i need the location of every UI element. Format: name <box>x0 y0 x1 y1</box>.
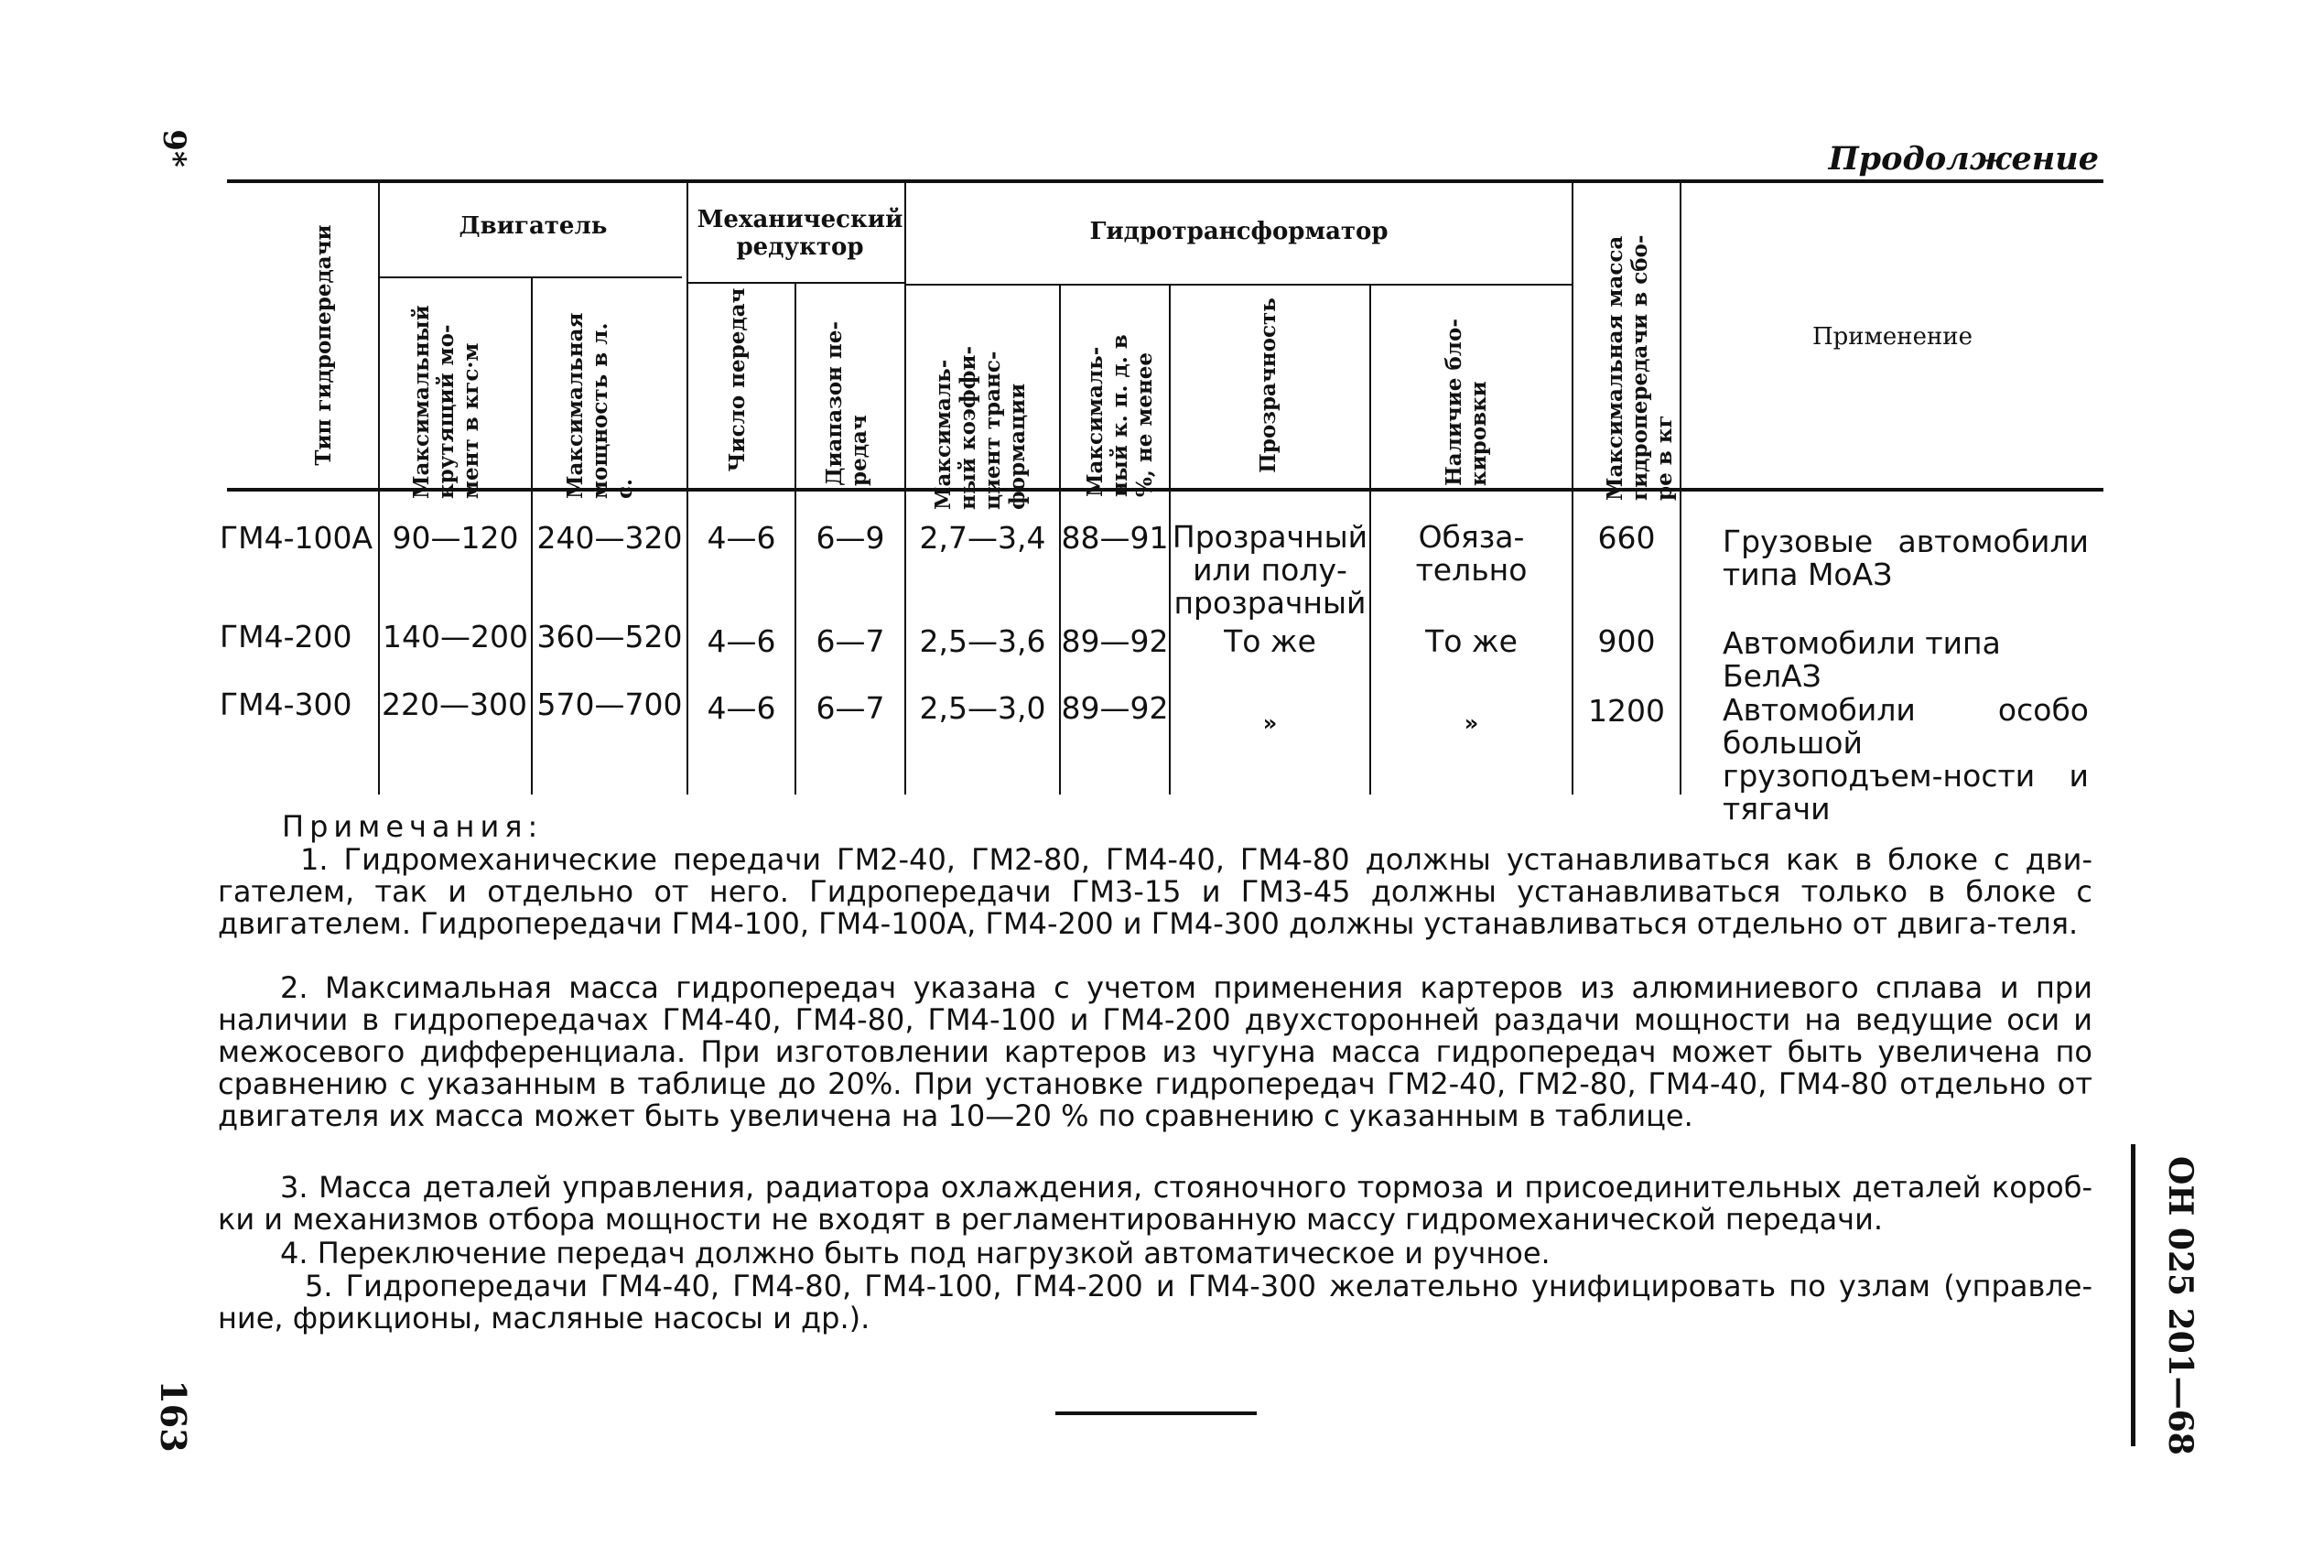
header-application: Применение <box>1811 323 1973 351</box>
table-cell-range: 6—9 <box>816 520 885 556</box>
continuation-label: Продолжение <box>1828 140 2099 178</box>
standard-code: ОН 025 201—68 <box>2161 1156 2200 1455</box>
table-cell-power: 240—320 <box>536 520 683 556</box>
table-cell-mass: 900 <box>1597 623 1656 659</box>
table-cell-gears: 4—6 <box>707 520 776 556</box>
note-item: 4. Переключение передач должно быть под нагрузкой автоматическое и ручное. <box>280 1236 1551 1271</box>
header-gear-range: Диапазон пе-редач <box>822 320 871 486</box>
header-engine-torque: Максимальный крутящий мо-мент в кгс·м <box>409 305 483 499</box>
table-cell-torque: 90—120 <box>392 520 519 556</box>
table-cell-torque: 140—200 <box>383 619 528 654</box>
end-rule <box>1055 1411 1257 1415</box>
table-cell-eff: 89—92 <box>1061 623 1169 659</box>
table-cell-range: 6—7 <box>816 690 885 726</box>
table-cell-application: Грузовые автомобили типа МоАЗ <box>1723 524 2089 592</box>
table-cell-eff: 88—91 <box>1061 520 1169 556</box>
page-number: 163 <box>153 1379 194 1453</box>
table-cell-power: 570—700 <box>536 687 683 722</box>
note-item: 1. Гидромеханические передачи ГМ2-40, ГМ2-80, ГМ4-40, ГМ4-80 должны устанавливаться как в блоке с дви-гателем, так и отдельно от него. Гидропередачи ГМ3-15 и ГМ3-45 должны устанавливаться только в блоке с двигателем. Гидропередачи ГМ4-100, ГМ4-100А, ГМ4-200 и ГМ4-300 должны устанавливаться отдельно от двига-теля. <box>218 842 2092 941</box>
table-cell-lockup: Обяза-тельно <box>1415 519 1528 588</box>
header-converter: Гидротрансформатор <box>1089 218 1389 245</box>
table-cell-mass: 1200 <box>1588 693 1665 729</box>
header-transparency: Прозрачность <box>1256 297 1281 473</box>
table-cell-lockup: То же <box>1425 623 1518 659</box>
header-engine-power: Максимальная мощность в л. с. <box>563 312 637 499</box>
header-reducer: Механический редуктор <box>697 206 903 261</box>
table-cell-type: ГМ4-300 <box>220 687 352 722</box>
notes-title: Примечания: <box>282 809 544 844</box>
page-marker: 9* <box>156 129 192 168</box>
table-cell-eff: 89—92 <box>1061 690 1169 726</box>
converter-subrule <box>906 284 1572 286</box>
table-cell-transparency: » <box>1262 710 1278 736</box>
header-type: Тип гидропередачи <box>311 224 336 466</box>
table-cell-coef: 2,7—3,4 <box>919 520 1046 556</box>
table-cell-lockup: » <box>1464 710 1479 736</box>
table-header-bottom-rule <box>227 488 2103 492</box>
header-engine: Двигатель <box>459 212 608 240</box>
table-cell-type: ГМ4-200 <box>220 619 352 654</box>
header-max-coef: Максималь-ный коэффи-циент транс-формации <box>931 345 1030 510</box>
table-cell-power: 360—520 <box>536 619 683 654</box>
table-cell-coef: 2,5—3,6 <box>919 623 1046 659</box>
table-cell-torque: 220—300 <box>382 687 527 722</box>
note-item: 3. Масса деталей управления, радиатора охлаждения, стояночного тормоза и присоединительных деталей короб-ки и механизмов отбора мощности не входят в регламентированную массу гидромеханической передачи. <box>218 1170 2092 1237</box>
table-cell-mass: 660 <box>1597 520 1656 556</box>
header-mass: Максимальная масса гидропередачи в сбо-ре в кг <box>1603 234 1677 501</box>
standard-code-rule <box>2131 1144 2135 1446</box>
table-cell-gears: 4—6 <box>707 623 776 659</box>
reducer-subrule <box>688 282 906 284</box>
table-cell-application: Автомобили типа БелАЗ <box>1723 625 2001 694</box>
note-item: 5. Гидропередачи ГМ4-40, ГМ4-80, ГМ4-100, ГМ4-200 и ГМ4-300 желательно унифицировать по узлам (управле-ние, фрикционы, масляные насосы и др.). <box>218 1269 2092 1336</box>
table-cell-range: 6—7 <box>816 623 885 659</box>
table-cell-gears: 4—6 <box>707 690 776 726</box>
header-lockup: Наличие бло-кировки <box>1442 319 1491 486</box>
note-item: 2. Максимальная масса гидропередач указана с учетом применения картеров из алюминиевого сплава и при наличии в гидропередачах ГМ4-40, ГМ4-80, ГМ4-100 и ГМ4-200 двухсторонней раздачи мощности на ведущие оси и межосевого дифференциала. При изготовлении картеров из чугуна масса гидропередач может быть увеличена по сравнению с указанным в таблице до 20%. При установке гидропередач ГМ2-40, ГМ2-80, ГМ4-40, ГМ4-80 отдельно от двигателя их масса может быть увеличена на 10—20 % по сравнению с указанным в таблице. <box>218 970 2092 1133</box>
table-cell-application: Автомобили особо большой грузоподъем-ности и тягачи <box>1723 692 2089 827</box>
table-cell-type: ГМ4-100А <box>220 520 373 556</box>
header-gears: Число передач <box>725 287 750 472</box>
table-top-rule <box>227 179 2103 183</box>
table-cell-transparency: Прозрачный или полу-прозрачный <box>1172 519 1368 621</box>
table-cell-coef: 2,5—3,0 <box>919 690 1046 726</box>
table-cell-transparency: То же <box>1224 623 1316 659</box>
header-efficiency: Максималь-ный к. п. д. в %, не менее <box>1083 334 1157 497</box>
